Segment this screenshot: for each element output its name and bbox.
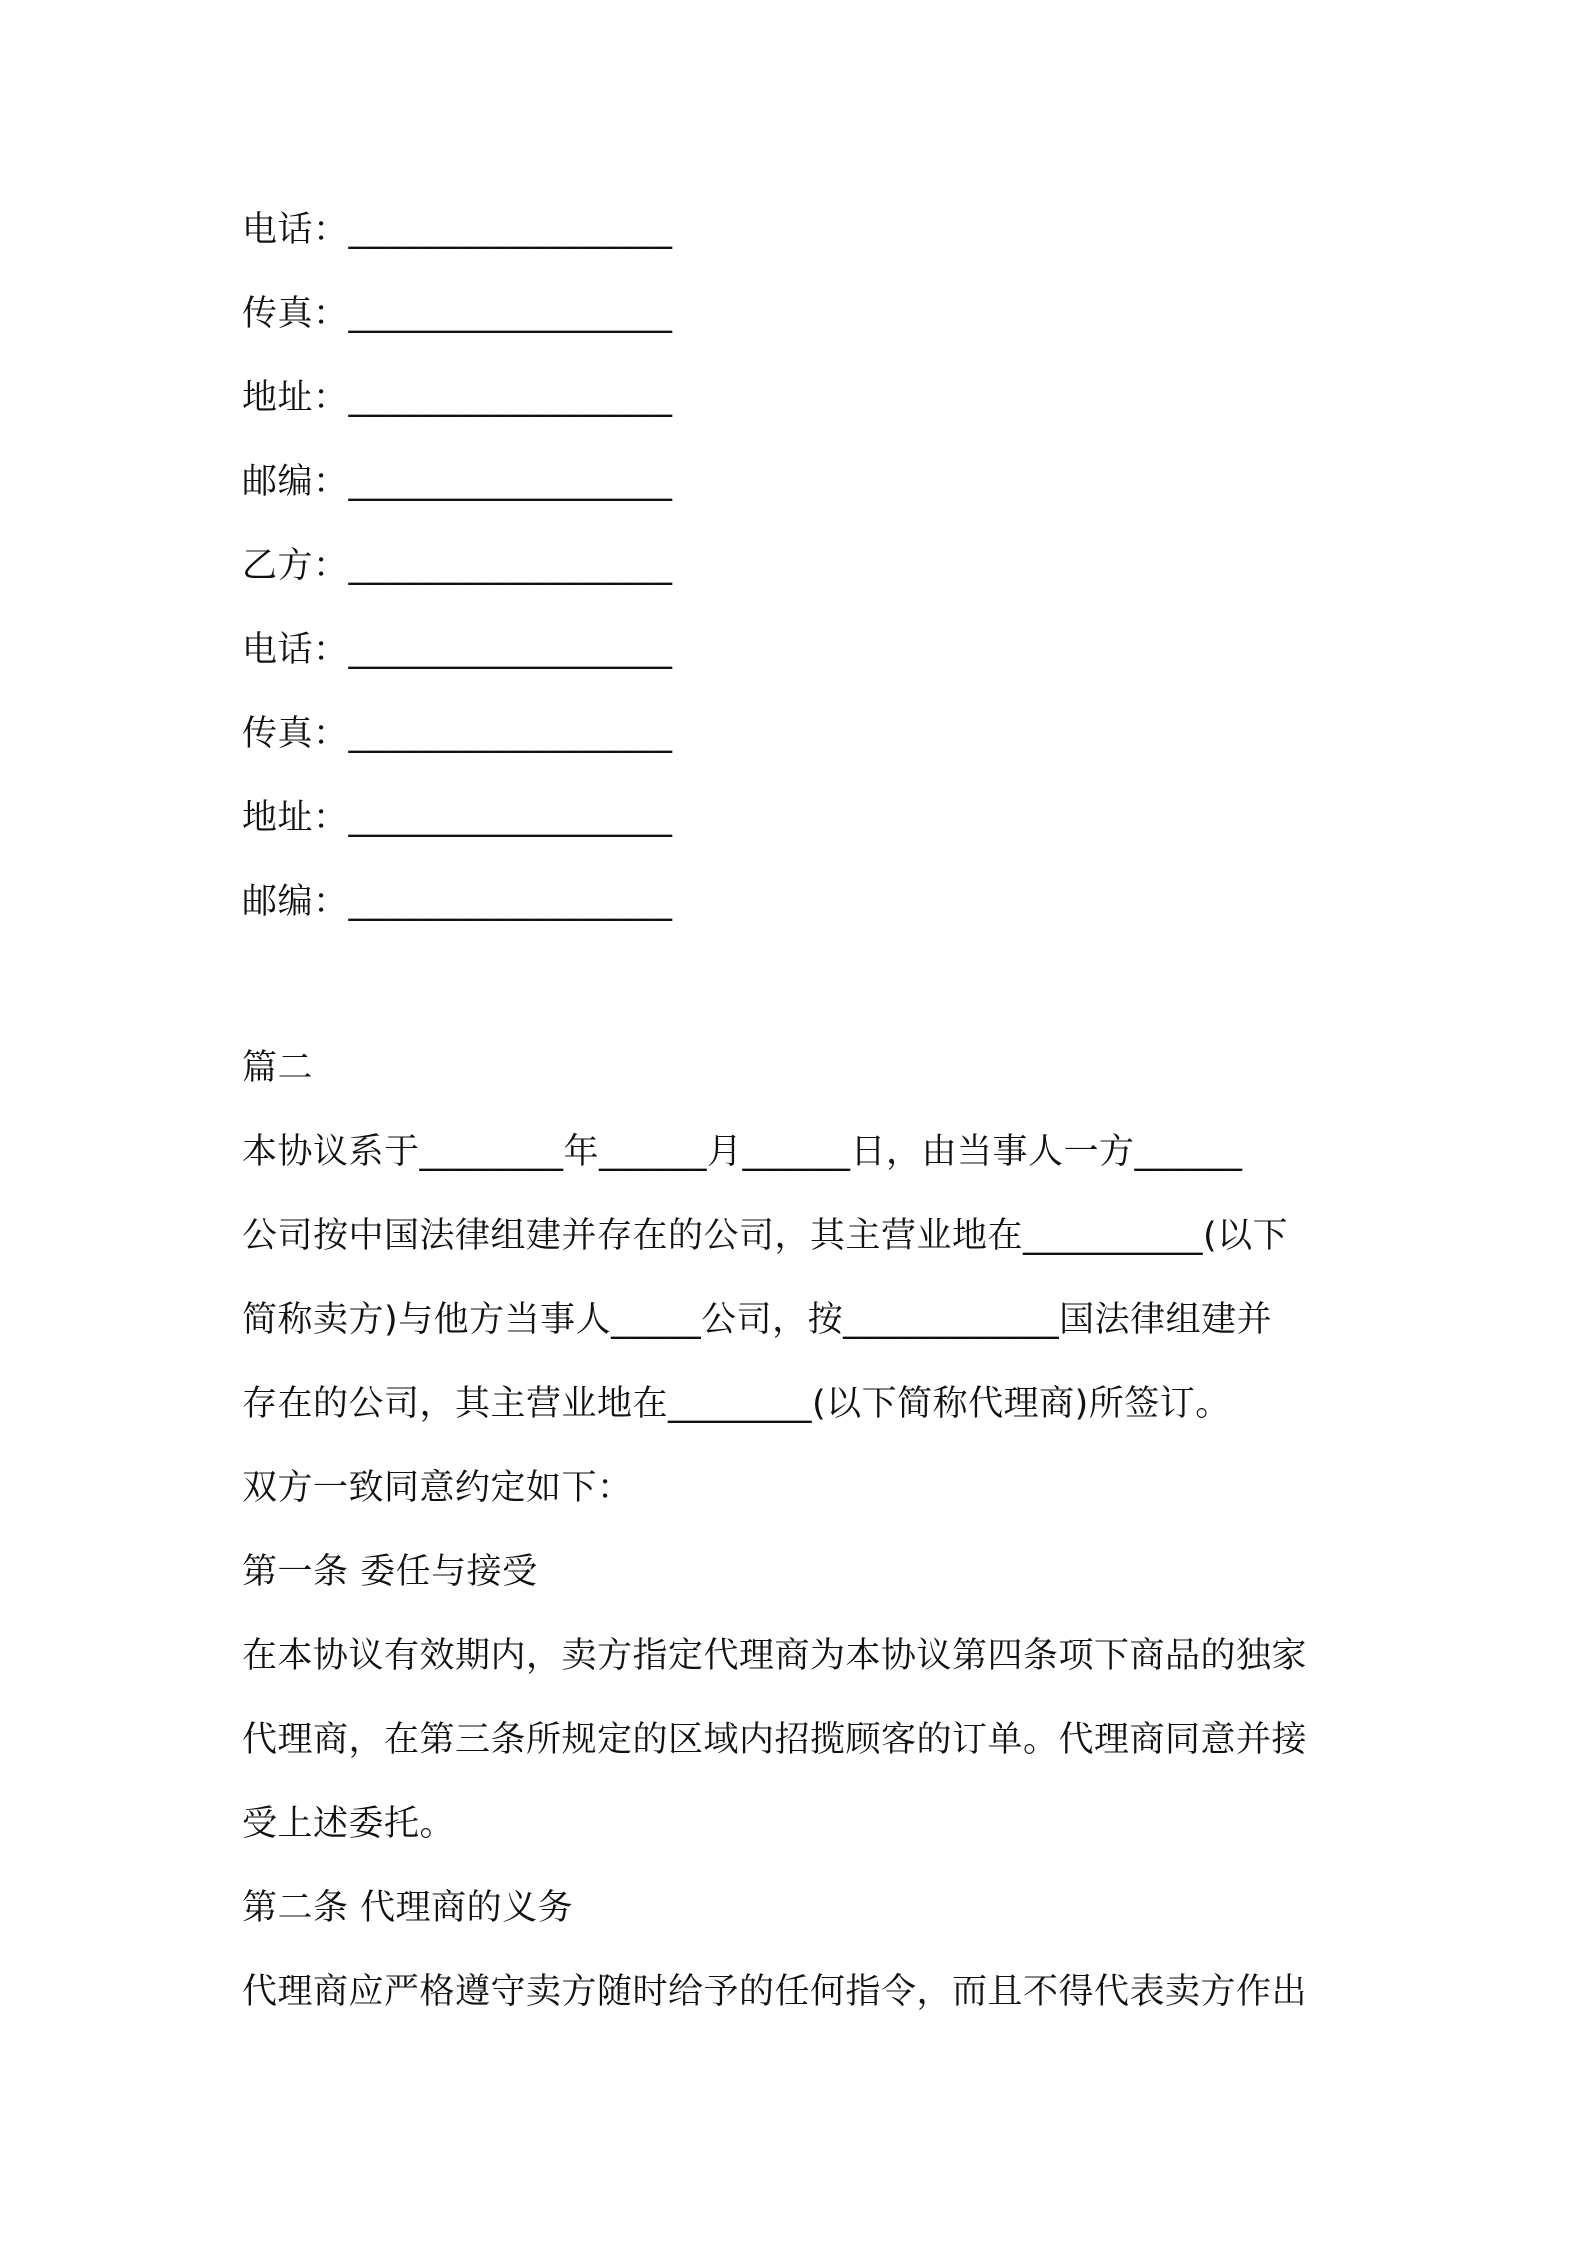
party-a-fax-field: 传真：__________________ xyxy=(242,294,673,334)
intro-line: 本协议系于________年______月______日，由当事人一方______ xyxy=(242,1132,1243,1172)
agreement-line: 双方一致同意约定如下： xyxy=(242,1468,633,1508)
intro-line: 公司按中国法律组建并存在的公司，其主营业地在__________(以下 xyxy=(242,1216,1289,1256)
party-a-address-field: 地址：__________________ xyxy=(242,378,673,418)
party-b-address-field: 地址：__________________ xyxy=(242,798,673,838)
party-a-phone-field: 电话：__________________ xyxy=(242,210,673,250)
intro-line: 简称卖方)与他方当事人_____公司，按____________国法律组建并 xyxy=(242,1300,1273,1340)
party-b-fax-field: 传真：__________________ xyxy=(242,714,673,754)
article-2-title: 第二条 代理商的义务 xyxy=(242,1888,574,1928)
section-heading: 篇二 xyxy=(242,1048,314,1088)
article-1-line: 在本协议有效期内，卖方指定代理商为本协议第四条项下商品的独家 xyxy=(242,1636,1308,1676)
article-1-line: 代理商，在第三条所规定的区域内招揽顾客的订单。代理商同意并接 xyxy=(242,1720,1308,1760)
article-1-title: 第一条 委任与接受 xyxy=(242,1552,538,1592)
party-b-phone-field: 电话：__________________ xyxy=(242,630,673,670)
party-b-postcode-field: 邮编：__________________ xyxy=(242,882,673,922)
article-2-line: 代理商应严格遵守卖方随时给予的任何指令，而且不得代表卖方作出 xyxy=(242,1972,1308,2012)
party-a-postcode-field: 邮编：__________________ xyxy=(242,462,673,502)
party-b-field: 乙方：__________________ xyxy=(242,546,673,586)
article-1-line: 受上述委托。 xyxy=(242,1804,456,1844)
intro-line: 存在的公司，其主营业地在________(以下简称代理商)所签订。 xyxy=(242,1384,1231,1424)
